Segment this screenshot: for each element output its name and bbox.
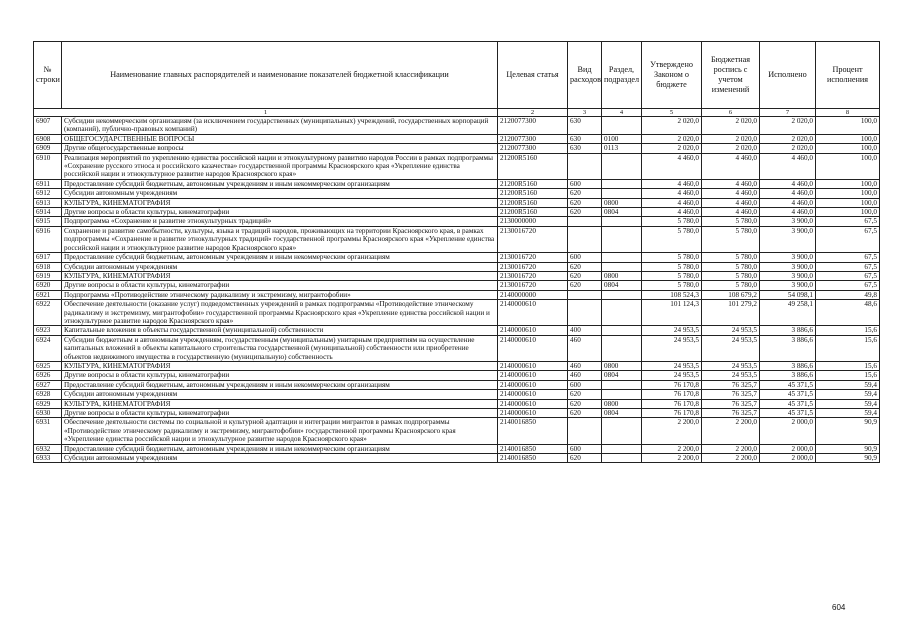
row-target-article: 2120077300 (498, 144, 568, 153)
row-budget-list: 2 020,0 (702, 144, 760, 153)
row-number: 6925 (34, 361, 62, 370)
row-executed: 3 886,6 (760, 361, 816, 370)
row-target-article: 2130016720 (498, 281, 568, 290)
row-executed: 2 000,0 (760, 454, 816, 463)
row-approved: 5 780,0 (642, 262, 702, 271)
row-number: 6912 (34, 189, 62, 198)
row-approved: 5 780,0 (642, 271, 702, 280)
row-budget-list: 76 325,7 (702, 409, 760, 418)
row-executed: 4 460,0 (760, 198, 816, 207)
row-section: 0113 (602, 144, 642, 153)
row-approved: 24 953,5 (642, 371, 702, 380)
row-target-article: 2140000610 (498, 335, 568, 361)
row-approved: 2 200,0 (642, 454, 702, 463)
row-executed: 3 900,0 (760, 271, 816, 280)
row-section: 0100 (602, 134, 642, 143)
row-expense-type: 630 (568, 144, 602, 153)
row-target-article: 2140000610 (498, 390, 568, 399)
row-percent: 59,4 (816, 390, 880, 399)
budget-table (33, 41, 880, 463)
row-approved: 24 953,5 (642, 361, 702, 370)
row-percent: 59,4 (816, 409, 880, 418)
row-name: Подпрограмма «Сохранение и развитие этнокультурных традиций» (62, 217, 498, 226)
row-number: 6919 (34, 271, 62, 280)
table-row (34, 117, 880, 135)
row-target-article: 2120077300 (498, 117, 568, 135)
table-row (34, 380, 880, 389)
row-percent: 100,0 (816, 189, 880, 198)
row-budget-list: 5 780,0 (702, 217, 760, 226)
row-number: 6923 (34, 326, 62, 335)
row-target-article: 2140000610 (498, 371, 568, 380)
row-section (602, 444, 642, 453)
row-approved: 5 780,0 (642, 217, 702, 226)
row-expense-type (568, 226, 602, 252)
row-name: Субсидии автономным учреждениям (62, 262, 498, 271)
row-percent: 67,5 (816, 253, 880, 262)
table-row (34, 290, 880, 299)
row-section: 0804 (602, 371, 642, 380)
column-number: 2 (498, 109, 568, 117)
row-expense-type: 620 (568, 399, 602, 408)
row-number: 6929 (34, 399, 62, 408)
row-budget-list: 101 279,2 (702, 300, 760, 326)
row-executed: 3 900,0 (760, 217, 816, 226)
row-percent: 59,4 (816, 380, 880, 389)
table-row (34, 454, 880, 463)
row-approved: 76 170,8 (642, 390, 702, 399)
row-number: 6914 (34, 208, 62, 217)
row-budget-list: 4 460,0 (702, 208, 760, 217)
row-target-article: 2140016850 (498, 454, 568, 463)
row-budget-list: 4 460,0 (702, 189, 760, 198)
row-expense-type: 600 (568, 444, 602, 453)
row-number: 6933 (34, 454, 62, 463)
row-name: Предоставление субсидий бюджетным, автономным учреждениям и иным некоммерческим организациям (62, 380, 498, 389)
row-section: 0804 (602, 281, 642, 290)
row-budget-list: 2 020,0 (702, 117, 760, 135)
table-row (34, 208, 880, 217)
row-target-article: 2130016720 (498, 271, 568, 280)
row-name: Другие общегосударственные вопросы (62, 144, 498, 153)
row-approved: 4 460,0 (642, 189, 702, 198)
row-section (602, 117, 642, 135)
row-expense-type: 620 (568, 281, 602, 290)
row-executed: 3 900,0 (760, 281, 816, 290)
row-target-article: 2140016850 (498, 418, 568, 444)
table-row (34, 300, 880, 326)
row-percent: 100,0 (816, 134, 880, 143)
row-name: Субсидии бюджетным и автономным учреждениям, государственным (муниципальным) унитарным предприятиям на осуществление капитальных вложений в объекты капитального строительства государственной (муниципальной) собственности или приобретение объектов недвижимого имущества в государственную (муниципальную) собственность (62, 335, 498, 361)
row-name: Обеспечение деятельности системы по социальной и культурной адаптации и интеграции мигрантов в рамках подпрограммы «Противодействие этническому радикализму и экстремизму, мигрантофобии» государственной программы Красноярского края «Укрепление единства российской нации и этнокультурное развитие народов Красноярского края» (62, 418, 498, 444)
row-percent: 59,4 (816, 399, 880, 408)
table-row (34, 326, 880, 335)
header-executed: Исполнено (760, 42, 816, 109)
column-number: 5 (642, 109, 702, 117)
row-expense-type: 620 (568, 390, 602, 399)
table-row (34, 198, 880, 207)
row-expense-type: 620 (568, 271, 602, 280)
row-percent: 67,5 (816, 217, 880, 226)
row-executed: 45 371,5 (760, 380, 816, 389)
row-executed: 45 371,5 (760, 409, 816, 418)
row-approved: 101 124,3 (642, 300, 702, 326)
row-approved: 24 953,5 (642, 335, 702, 361)
table-row (34, 409, 880, 418)
row-expense-type: 620 (568, 454, 602, 463)
row-name: Предоставление субсидий бюджетным, автономным учреждениям и иным некоммерческим организациям (62, 444, 498, 453)
row-percent: 67,5 (816, 271, 880, 280)
row-expense-type: 620 (568, 262, 602, 271)
table-row (34, 361, 880, 370)
row-approved: 5 780,0 (642, 281, 702, 290)
header-target-article: Целевая статья (498, 42, 568, 109)
table-row (34, 262, 880, 271)
row-budget-list: 76 325,7 (702, 399, 760, 408)
row-expense-type: 600 (568, 179, 602, 188)
row-executed: 2 020,0 (760, 144, 816, 153)
row-approved: 4 460,0 (642, 198, 702, 207)
row-name: Другие вопросы в области культуры, кинематографии (62, 409, 498, 418)
row-section (602, 335, 642, 361)
table-row (34, 179, 880, 188)
row-target-article: 2130016720 (498, 262, 568, 271)
page-number: 604 (832, 603, 846, 612)
row-executed: 2 000,0 (760, 418, 816, 444)
row-name: Другие вопросы в области культуры, кинематографии (62, 371, 498, 380)
row-number: 6931 (34, 418, 62, 444)
row-target-article: 2140000610 (498, 326, 568, 335)
row-approved: 4 460,0 (642, 153, 702, 179)
row-percent: 100,0 (816, 153, 880, 179)
row-expense-type: 460 (568, 361, 602, 370)
table-row (34, 153, 880, 179)
header-percent: Процент исполнения (816, 42, 880, 109)
row-number: 6916 (34, 226, 62, 252)
row-expense-type: 600 (568, 380, 602, 389)
row-approved: 4 460,0 (642, 179, 702, 188)
row-expense-type (568, 217, 602, 226)
row-budget-list: 4 460,0 (702, 179, 760, 188)
row-approved: 2 200,0 (642, 444, 702, 453)
row-percent: 100,0 (816, 117, 880, 135)
header-expense-type: Вид расходов (568, 42, 602, 109)
row-executed: 45 371,5 (760, 399, 816, 408)
row-budget-list: 5 780,0 (702, 271, 760, 280)
row-target-article: 2130000000 (498, 217, 568, 226)
row-executed: 4 460,0 (760, 189, 816, 198)
row-section: 0800 (602, 271, 642, 280)
row-percent: 67,5 (816, 281, 880, 290)
row-number: 6927 (34, 380, 62, 389)
row-percent: 15,6 (816, 371, 880, 380)
row-approved: 5 780,0 (642, 253, 702, 262)
row-budget-list: 24 953,5 (702, 326, 760, 335)
row-target-article: 21200R5160 (498, 179, 568, 188)
row-number: 6915 (34, 217, 62, 226)
row-percent: 15,6 (816, 335, 880, 361)
row-target-article: 21200R5160 (498, 189, 568, 198)
row-budget-list: 4 460,0 (702, 198, 760, 207)
table-body (34, 117, 880, 463)
row-target-article: 2140000610 (498, 300, 568, 326)
table-row (34, 271, 880, 280)
row-target-article: 2130016720 (498, 226, 568, 252)
row-percent: 100,0 (816, 208, 880, 217)
row-percent: 100,0 (816, 144, 880, 153)
row-approved: 5 780,0 (642, 226, 702, 252)
row-section (602, 418, 642, 444)
row-target-article: 2140000610 (498, 399, 568, 408)
row-approved: 108 524,3 (642, 290, 702, 299)
row-budget-list: 2 200,0 (702, 454, 760, 463)
row-section (602, 189, 642, 198)
row-number: 6924 (34, 335, 62, 361)
row-expense-type: 620 (568, 198, 602, 207)
table-row (34, 281, 880, 290)
row-number: 6913 (34, 198, 62, 207)
row-expense-type: 620 (568, 208, 602, 217)
row-number: 6930 (34, 409, 62, 418)
row-expense-type: 630 (568, 134, 602, 143)
row-percent: 90,9 (816, 454, 880, 463)
row-approved: 24 953,5 (642, 326, 702, 335)
row-name: Капитальные вложения в объекты государственной (муниципальной) собственности (62, 326, 498, 335)
row-target-article: 2120077300 (498, 134, 568, 143)
row-number: 6908 (34, 134, 62, 143)
header-row (34, 42, 880, 109)
row-section (602, 380, 642, 389)
row-budget-list: 2 200,0 (702, 444, 760, 453)
row-approved: 4 460,0 (642, 208, 702, 217)
row-executed: 3 900,0 (760, 262, 816, 271)
row-section (602, 153, 642, 179)
row-target-article: 21200R5160 (498, 153, 568, 179)
row-target-article: 2140000610 (498, 380, 568, 389)
row-section: 0800 (602, 399, 642, 408)
row-expense-type: 400 (568, 326, 602, 335)
row-target-article: 21200R5160 (498, 198, 568, 207)
row-name: Предоставление субсидий бюджетным, автономным учреждениям и иным некоммерческим организациям (62, 253, 498, 262)
row-number: 6910 (34, 153, 62, 179)
row-percent: 15,6 (816, 326, 880, 335)
row-number: 6909 (34, 144, 62, 153)
row-name: Подпрограмма «Противодействие этническому радикализму и экстремизму, мигрантофобии» (62, 290, 498, 299)
row-name: Субсидии автономным учреждениям (62, 390, 498, 399)
row-section (602, 262, 642, 271)
row-percent: 48,6 (816, 300, 880, 326)
row-number: 6918 (34, 262, 62, 271)
row-executed: 4 460,0 (760, 208, 816, 217)
row-name: КУЛЬТУРА, КИНЕМАТОГРАФИЯ (62, 399, 498, 408)
row-section (602, 454, 642, 463)
row-expense-type: 600 (568, 253, 602, 262)
row-name: Субсидии автономным учреждениям (62, 189, 498, 198)
row-budget-list: 5 780,0 (702, 226, 760, 252)
row-section (602, 226, 642, 252)
row-section (602, 390, 642, 399)
row-name: Реализация мероприятий по укреплению единства российской нации и этнокультурному развитию народов России в рамках подпрограммы «Сохранение русского этноса и российского казачества» государственной программы Красноярского края «Укрепление единства российской нации и этнокультурное развитие народов Красноярского края» (62, 153, 498, 179)
table-row (34, 144, 880, 153)
row-budget-list: 5 780,0 (702, 253, 760, 262)
row-approved: 76 170,8 (642, 409, 702, 418)
row-budget-list: 4 460,0 (702, 153, 760, 179)
row-budget-list: 5 780,0 (702, 262, 760, 271)
row-percent: 100,0 (816, 198, 880, 207)
row-approved: 2 020,0 (642, 134, 702, 143)
row-number: 6920 (34, 281, 62, 290)
row-number: 6921 (34, 290, 62, 299)
row-section (602, 290, 642, 299)
row-executed: 3 900,0 (760, 226, 816, 252)
row-section (602, 217, 642, 226)
row-section: 0800 (602, 361, 642, 370)
row-percent: 90,9 (816, 418, 880, 444)
table-row (34, 189, 880, 198)
row-section (602, 253, 642, 262)
column-number: 3 (568, 109, 602, 117)
row-name: Обеспечение деятельности (оказание услуг) подведомственных учреждений в рамках подпрограммы «Противодействие этническому радикализму и экстремизму, мигрантофобии» государственной программы Красноярского края «Укрепление единства российской нации и этнокультурное развитие народов Красноярского края» (62, 300, 498, 326)
row-budget-list: 24 953,5 (702, 335, 760, 361)
row-approved: 76 170,8 (642, 380, 702, 389)
row-expense-type (568, 300, 602, 326)
row-target-article: 2140016850 (498, 444, 568, 453)
row-budget-list: 24 953,5 (702, 371, 760, 380)
row-budget-list: 76 325,7 (702, 390, 760, 399)
row-section (602, 300, 642, 326)
row-number: 6907 (34, 117, 62, 135)
column-number: 8 (816, 109, 880, 117)
row-section: 0804 (602, 208, 642, 217)
row-executed: 3 900,0 (760, 253, 816, 262)
row-name: КУЛЬТУРА, КИНЕМАТОГРАФИЯ (62, 198, 498, 207)
row-name: КУЛЬТУРА, КИНЕМАТОГРАФИЯ (62, 271, 498, 280)
row-executed: 4 460,0 (760, 153, 816, 179)
row-executed: 2 020,0 (760, 134, 816, 143)
row-name: Другие вопросы в области культуры, кинематографии (62, 281, 498, 290)
row-executed: 45 371,5 (760, 390, 816, 399)
row-approved: 76 170,8 (642, 399, 702, 408)
row-percent: 15,6 (816, 361, 880, 370)
row-expense-type: 460 (568, 371, 602, 380)
row-name: КУЛЬТУРА, КИНЕМАТОГРАФИЯ (62, 361, 498, 370)
row-budget-list: 76 325,7 (702, 380, 760, 389)
row-section: 0804 (602, 409, 642, 418)
row-name: Субсидии некоммерческим организациям (за исключением государственных (муниципальных) учреждений, государственных корпораций (компаний), публично-правовых компаний) (62, 117, 498, 135)
row-percent: 90,9 (816, 444, 880, 453)
row-number: 6926 (34, 371, 62, 380)
row-percent: 67,5 (816, 226, 880, 252)
row-percent: 100,0 (816, 179, 880, 188)
row-section (602, 326, 642, 335)
table-row (34, 418, 880, 444)
row-expense-type: 620 (568, 189, 602, 198)
row-expense-type: 630 (568, 117, 602, 135)
row-number: 6911 (34, 179, 62, 188)
row-target-article: 2130016720 (498, 253, 568, 262)
column-number: 6 (702, 109, 760, 117)
column-number-row (34, 109, 880, 117)
table-row (34, 444, 880, 453)
row-number: 6922 (34, 300, 62, 326)
table-row (34, 371, 880, 380)
row-executed: 3 886,6 (760, 371, 816, 380)
row-target-article: 2140000610 (498, 409, 568, 418)
row-target-article: 2140000610 (498, 361, 568, 370)
row-percent: 49,8 (816, 290, 880, 299)
table-row (34, 399, 880, 408)
row-budget-list: 5 780,0 (702, 281, 760, 290)
row-expense-type (568, 418, 602, 444)
row-number: 6928 (34, 390, 62, 399)
row-number: 6917 (34, 253, 62, 262)
row-name: Субсидии автономным учреждениям (62, 454, 498, 463)
row-executed: 2 020,0 (760, 117, 816, 135)
row-budget-list: 108 679,2 (702, 290, 760, 299)
row-name: Предоставление субсидий бюджетным, автономным учреждениям и иным некоммерческим организациям (62, 179, 498, 188)
row-executed: 49 258,1 (760, 300, 816, 326)
row-name: Другие вопросы в области культуры, кинематографии (62, 208, 498, 217)
column-number: 1 (34, 109, 498, 117)
row-percent: 67,5 (816, 262, 880, 271)
header-name: Наименование главных распорядителей и наименование показателей бюджетной классификации (62, 42, 498, 109)
table-row (34, 335, 880, 361)
row-expense-type (568, 290, 602, 299)
row-approved: 2 020,0 (642, 117, 702, 135)
row-budget-list: 2 200,0 (702, 418, 760, 444)
row-expense-type (568, 153, 602, 179)
row-name: Сохранение и развитие самобытности, культуры, языка и традиций народов, проживающих на территории Красноярского края, в рамках подпрограммы «Сохранение и развитие этнокультурных традиций» государственной программы Красноярского края «Укрепление единства российской нации и этнокультурное развитие народов Красноярского края» (62, 226, 498, 252)
row-number: 6932 (34, 444, 62, 453)
row-executed: 3 886,6 (760, 326, 816, 335)
row-executed: 4 460,0 (760, 179, 816, 188)
row-approved: 2 020,0 (642, 144, 702, 153)
row-executed: 3 886,6 (760, 335, 816, 361)
column-number: 7 (760, 109, 816, 117)
table-row (34, 390, 880, 399)
row-section: 0800 (602, 198, 642, 207)
row-section (602, 179, 642, 188)
table-row (34, 253, 880, 262)
row-expense-type: 620 (568, 409, 602, 418)
header-budget-list: Бюджетная роспись с учетом изменений (702, 42, 760, 109)
row-budget-list: 2 020,0 (702, 134, 760, 143)
row-target-article: 2140000000 (498, 290, 568, 299)
header-section: Раздел, подраздел (602, 42, 642, 109)
row-approved: 2 200,0 (642, 418, 702, 444)
header-approved: Утверждено Законом о бюджете (642, 42, 702, 109)
header-row-number: № строки (34, 42, 62, 109)
table-row (34, 226, 880, 252)
column-number: 4 (602, 109, 642, 117)
row-budget-list: 24 953,5 (702, 361, 760, 370)
row-target-article: 21200R5160 (498, 208, 568, 217)
row-expense-type: 460 (568, 335, 602, 361)
row-executed: 54 098,1 (760, 290, 816, 299)
table-row (34, 134, 880, 143)
row-name: ОБЩЕГОСУДАРСТВЕННЫЕ ВОПРОСЫ (62, 134, 498, 143)
row-executed: 2 000,0 (760, 444, 816, 453)
table-row (34, 217, 880, 226)
